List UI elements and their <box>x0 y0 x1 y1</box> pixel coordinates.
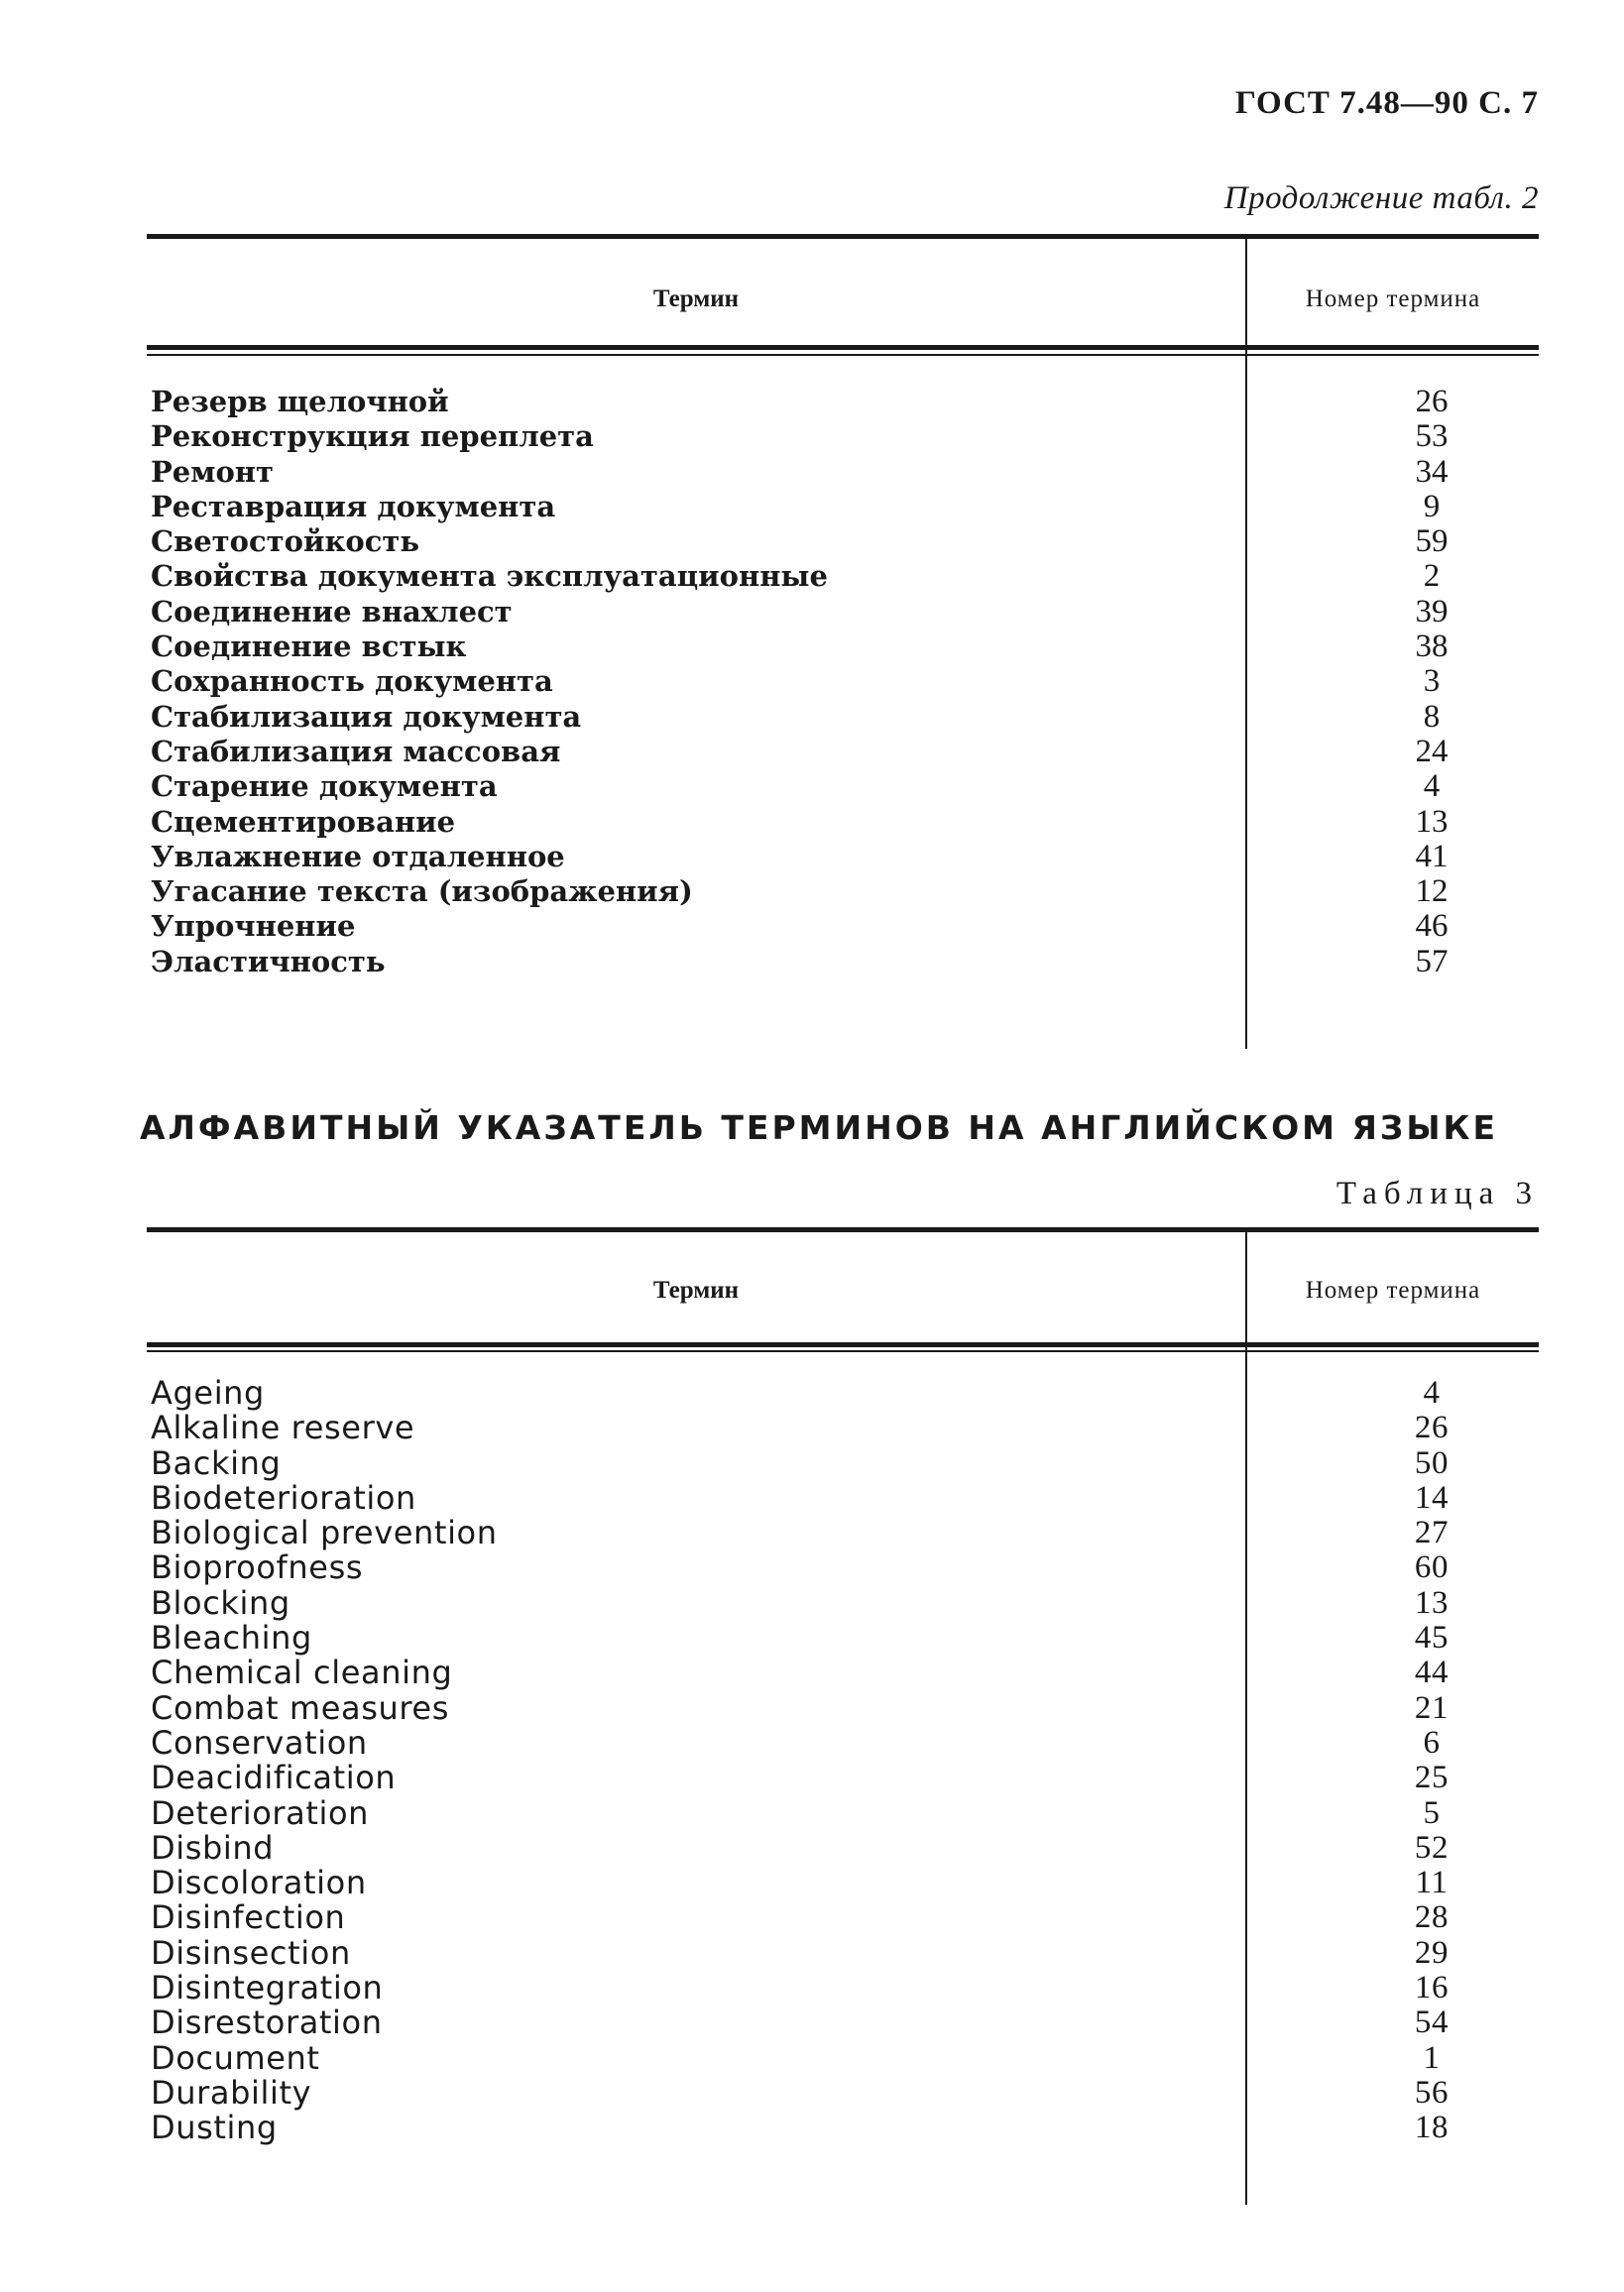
table-row <box>147 909 1539 944</box>
table-row <box>147 840 1539 874</box>
term-cell: Соединение встык <box>151 630 467 664</box>
term-cell: Соединение внахлест <box>151 594 513 629</box>
term-number-cell: 24 <box>1415 733 1449 769</box>
term-cell: Резерв щелочной <box>151 385 449 418</box>
table-row <box>147 1761 1539 1795</box>
table-row <box>147 595 1539 630</box>
term-number-cell: 13 <box>1414 1584 1450 1621</box>
term-number-cell: 12 <box>1415 873 1449 910</box>
term-cell: Backing <box>151 1443 282 1482</box>
term-number-cell: 14 <box>1414 1479 1450 1516</box>
table-row <box>147 2073 1539 2112</box>
russian-terms-table <box>147 234 1539 1049</box>
term-number-cell: 5 <box>1423 1794 1441 1831</box>
header-rule-thin <box>147 354 1539 356</box>
header-rule <box>147 345 1539 350</box>
term-number-cell: 56 <box>1414 2074 1450 2111</box>
term-number-cell: 57 <box>1415 943 1449 979</box>
header-rule-thin <box>147 1350 1539 1352</box>
column-header-number: Номер термина <box>1305 1277 1481 1304</box>
term-number-cell: 60 <box>1414 1549 1450 1586</box>
term-number-cell: 11 <box>1415 1865 1449 1901</box>
term-cell: Стабилизация массовая <box>151 734 561 768</box>
term-cell: Эластичность <box>151 944 386 978</box>
term-number-cell: 13 <box>1415 803 1449 840</box>
term-number-cell: 41 <box>1415 838 1449 874</box>
table-row <box>147 455 1539 490</box>
term-cell: Bioproofness <box>151 1548 364 1587</box>
table-row <box>147 664 1539 699</box>
term-number-cell: 16 <box>1414 1970 1450 2006</box>
table-row <box>147 1971 1539 2006</box>
table-row <box>147 1900 1539 1935</box>
term-number-cell: 44 <box>1414 1655 1450 1691</box>
column-header-term: Термин <box>652 1277 740 1304</box>
header-rule <box>147 1342 1539 1347</box>
term-number-cell: 3 <box>1423 663 1441 700</box>
term-number-cell: 52 <box>1414 1829 1450 1866</box>
term-number-cell: 54 <box>1414 2005 1450 2041</box>
section-title: АЛФАВИТНЫЙ УКАЗАТЕЛЬ ТЕРМИНОВ НА АНГЛИЙСКОМ ЯЗЫКЕ <box>139 1108 1499 1147</box>
table-row <box>147 1550 1539 1585</box>
column-header-number: Номер термина <box>1305 286 1481 312</box>
english-terms-table <box>147 1227 1539 2205</box>
term-number-cell: 59 <box>1415 523 1449 560</box>
table-label: Таблица 3 <box>1335 1176 1539 1211</box>
term-cell: Alkaline reserve <box>151 1409 415 1447</box>
term-cell: Document <box>151 2038 320 2077</box>
table-row <box>147 524 1539 559</box>
term-cell: Сцементирование <box>151 804 456 839</box>
term-cell: Disinfection <box>151 1898 346 1937</box>
term-cell: Ремонт <box>151 454 274 489</box>
term-number-cell: 2 <box>1423 558 1441 595</box>
term-cell: Chemical cleaning <box>151 1654 453 1692</box>
term-cell: Увлажнение отдаленное <box>151 839 565 873</box>
term-number-cell: 53 <box>1415 418 1449 455</box>
term-number-cell: 26 <box>1414 1410 1450 1446</box>
term-cell: Discoloration <box>151 1864 367 1902</box>
russian-terms-rows <box>147 385 1539 979</box>
table-row <box>147 1723 1539 1762</box>
term-number-cell: 39 <box>1415 593 1449 630</box>
term-number-cell: 25 <box>1414 1760 1450 1796</box>
term-cell: Свойства документа эксплуатационные <box>151 559 828 594</box>
term-number-cell: 18 <box>1414 2110 1450 2146</box>
table-row <box>147 2006 1539 2040</box>
term-cell: Disbind <box>151 1828 275 1867</box>
term-cell: Biodeterioration <box>151 1478 416 1517</box>
term-number-cell: 9 <box>1423 488 1441 524</box>
term-cell: Реконструкция переплета <box>151 419 594 454</box>
table-row <box>147 1793 1539 1832</box>
column-header-term: Термин <box>652 286 740 312</box>
term-cell: Deterioration <box>151 1793 370 1832</box>
table-row <box>147 630 1539 664</box>
term-cell: Светостойкость <box>151 524 420 559</box>
table-row <box>147 700 1539 735</box>
table-top-rule <box>147 1227 1539 1232</box>
english-terms-rows <box>147 1376 1539 2146</box>
term-cell: Durability <box>151 2073 312 2112</box>
table-row <box>147 1583 1539 1622</box>
table-row <box>147 2038 1539 2077</box>
table-row <box>147 1828 1539 1867</box>
term-number-cell: 28 <box>1414 1899 1450 1936</box>
table-row <box>147 1621 1539 1656</box>
table-row <box>147 1866 1539 1900</box>
table-row <box>147 559 1539 594</box>
term-number-cell: 1 <box>1423 2039 1441 2076</box>
term-number-cell: 8 <box>1423 698 1441 735</box>
term-number-cell: 46 <box>1415 908 1449 945</box>
term-number-cell: 50 <box>1414 1444 1450 1481</box>
term-cell: Ageing <box>151 1374 265 1412</box>
term-cell: Disinsection <box>151 1933 351 1972</box>
term-cell: Реставрация документа <box>151 489 556 523</box>
term-number-cell: 45 <box>1414 1620 1450 1657</box>
table-row <box>147 490 1539 524</box>
term-cell: Старение документа <box>151 769 498 804</box>
term-number-cell: 29 <box>1414 1934 1450 1971</box>
term-cell: Bleaching <box>151 1619 312 1658</box>
table-row <box>147 1411 1539 1445</box>
table-row <box>147 1688 1539 1727</box>
term-number-cell: 27 <box>1414 1515 1450 1551</box>
term-number-cell: 26 <box>1415 384 1449 419</box>
table-row <box>147 1516 1539 1550</box>
table-row <box>147 1443 1539 1482</box>
term-cell: Conservation <box>151 1723 368 1762</box>
table-row <box>147 1376 1539 1411</box>
table-top-rule <box>147 234 1539 239</box>
term-cell: Сохранность документа <box>151 664 553 699</box>
table-row <box>147 769 1539 804</box>
table-row <box>147 1478 1539 1517</box>
term-cell: Disrestoration <box>151 2004 383 2042</box>
term-number-cell: 38 <box>1415 629 1449 665</box>
term-number-cell: 21 <box>1414 1689 1450 1726</box>
table-row <box>147 2111 1539 2145</box>
table-row <box>147 945 1539 979</box>
table-row <box>147 805 1539 840</box>
term-cell: Disintegration <box>151 1969 384 2007</box>
term-cell: Dusting <box>151 2109 278 2147</box>
term-cell: Упрочнение <box>151 909 356 944</box>
term-number-cell: 34 <box>1415 453 1449 490</box>
term-cell: Стабилизация документа <box>151 699 582 734</box>
term-cell: Combat measures <box>151 1688 449 1727</box>
term-cell: Угасание текста (изображения) <box>151 874 693 909</box>
table-row <box>147 735 1539 769</box>
table-row <box>147 385 1539 419</box>
term-cell: Blocking <box>151 1583 290 1622</box>
table-row <box>147 874 1539 909</box>
table-continuation-caption: Продолжение табл. 2 <box>1223 180 1539 216</box>
table-row <box>147 1933 1539 1972</box>
table-row <box>147 1656 1539 1690</box>
term-cell: Deacidification <box>151 1759 397 1797</box>
term-number-cell: 4 <box>1423 1375 1441 1411</box>
table-row <box>147 419 1539 454</box>
term-number-cell: 6 <box>1423 1724 1441 1761</box>
term-number-cell: 4 <box>1423 768 1441 805</box>
page-header: ГОСТ 7.48—90 С. 7 <box>1234 85 1539 121</box>
term-cell: Biological prevention <box>151 1514 498 1552</box>
